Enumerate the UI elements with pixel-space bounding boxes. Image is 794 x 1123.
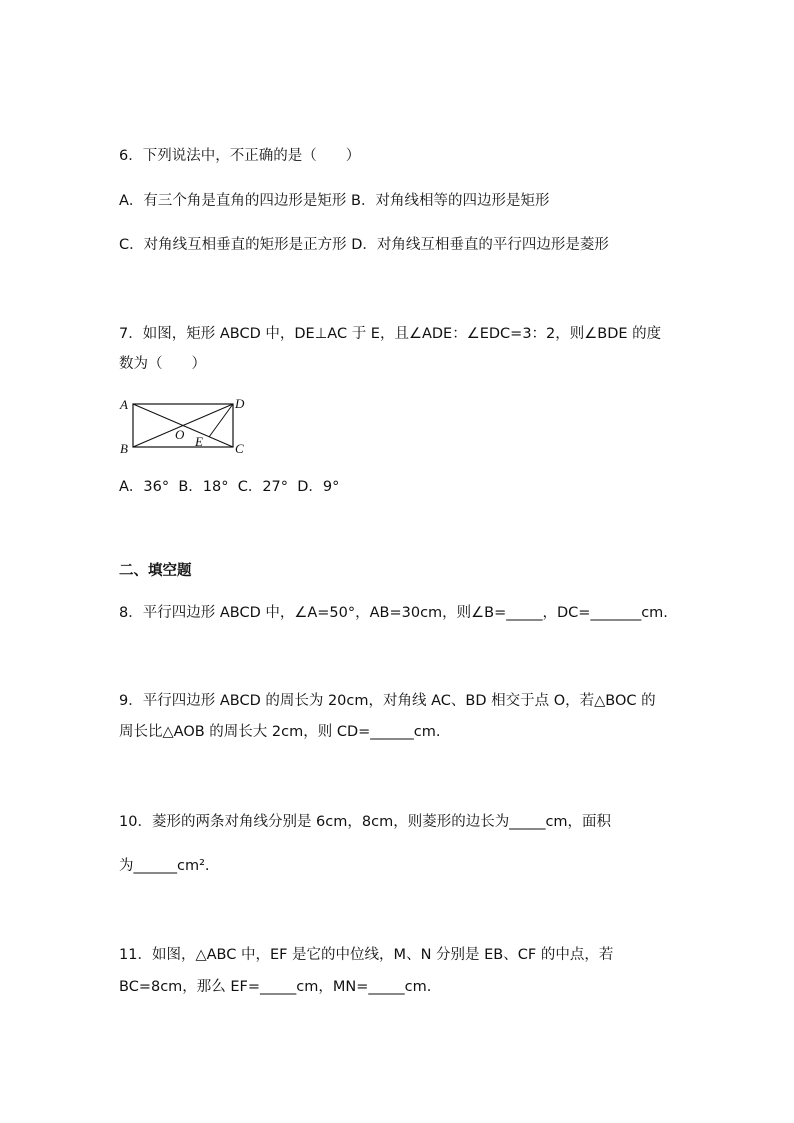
label-o: O bbox=[175, 427, 185, 442]
label-c: C bbox=[235, 441, 244, 456]
q6-options-ab: A．有三个角是直角的四边形是矩形 B．对角线相等的四边形是矩形 bbox=[119, 193, 550, 209]
label-e: E bbox=[195, 434, 203, 449]
q10-line2: 为______cm². bbox=[119, 858, 210, 874]
label-a: A bbox=[120, 397, 128, 412]
q7-stem-line1: 7．如图，矩形 ABCD 中，DE⊥AC 于 E，且∠ADE：∠EDC=3：2，则∠BDE 的度 bbox=[119, 326, 662, 342]
q7-rectangle-figure bbox=[116, 394, 256, 456]
q9-line1: 9．平行四边形 ABCD 的周长为 20cm，对角线 AC、BD 相交于点 O，若△BOC 的 bbox=[119, 693, 656, 709]
q8-line1: 8．平行四边形 ABCD 中，∠A=50°，AB=30cm，则∠B=_____，DC=_______cm. bbox=[119, 605, 668, 621]
q7-options: A．36° B．18° C．27° D．9° bbox=[119, 479, 340, 495]
q6-stem: 6．下列说法中，不正确的是（ ） bbox=[119, 148, 361, 164]
q11-line2: BC=8cm，那么 EF=_____cm，MN=_____cm. bbox=[119, 979, 432, 995]
label-d: D bbox=[235, 396, 245, 411]
q9-line2: 周长比△AOB 的周长大 2cm，则 CD=______cm. bbox=[119, 724, 441, 740]
section-heading: 二、填空题 bbox=[119, 563, 192, 579]
q10-line1: 10．菱形的两条对角线分别是 6cm，8cm，则菱形的边长为_____cm，面积 bbox=[119, 814, 612, 830]
q6-options-cd: C．对角线互相垂直的矩形是正方形 D．对角线互相垂直的平行四边形是菱形 bbox=[119, 237, 609, 253]
q7-stem-line2: 数为（ ） bbox=[119, 356, 206, 372]
q11-line1: 11．如图，△ABC 中，EF 是它的中位线，M、N 分别是 EB、CF 的中点，若 bbox=[119, 947, 614, 963]
label-b: B bbox=[120, 441, 128, 456]
